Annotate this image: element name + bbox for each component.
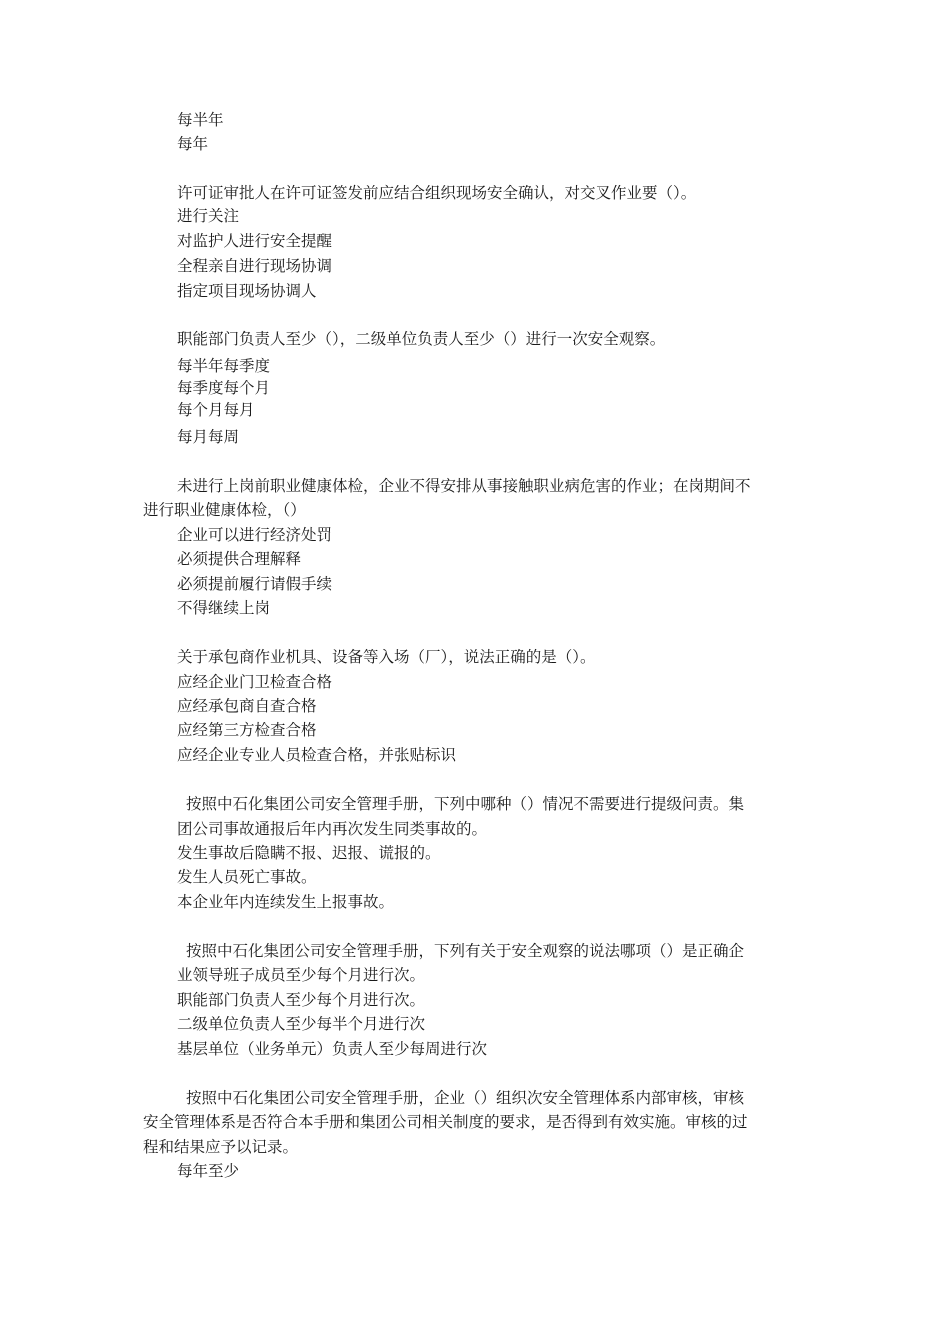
question-stem: 安全管理体系是否符合本手册和集团公司相关制度的要求，是否得到有效实施。审核的过 [143, 1113, 748, 1131]
question-stem: 程和结果应予以记录。 [143, 1138, 299, 1156]
option-text: 本企业年内连续发生上报事故。 [177, 893, 395, 911]
option-text: 必须提供合理解释 [177, 550, 302, 568]
question-stem: 按照中石化集团公司安全管理手册，下列有关于安全观察的说法哪项（）是正确企 [186, 942, 745, 960]
option-text: 必须提前履行请假手续 [177, 575, 333, 593]
option-text: 应经第三方检查合格 [177, 721, 317, 739]
question-stem: 进行职业健康体检，（） [143, 501, 306, 519]
option-text: 每年至少 [177, 1162, 240, 1180]
option-text: 二级单位负责人至少每半个月进行次 [177, 1015, 426, 1033]
question-stem: 职能部门负责人至少（），二级单位负责人至少（）进行一次安全观察。 [177, 330, 666, 348]
option-text: 发生事故后隐瞒不报、迟报、谎报的。 [177, 844, 441, 862]
question-stem: 按照中石化集团公司安全管理手册，企业（）组织次安全管理体系内部审核，审核 [186, 1089, 745, 1107]
option-text: 每半年 [177, 111, 224, 129]
option-text: 进行关注 [177, 207, 240, 225]
option-text: 每月每周 [177, 428, 240, 446]
question-stem: 团公司事故通报后年内再次发生同类事故的。 [177, 820, 488, 838]
option-text: 基层单位（业务单元）负责人至少每周进行次 [177, 1040, 488, 1058]
option-text: 发生人员死亡事故。 [177, 868, 317, 886]
option-text: 应经承包商自查合格 [177, 697, 317, 715]
question-stem: 许可证审批人在许可证签发前应结合组织现场安全确认，对交叉作业要（）。 [177, 184, 697, 202]
option-text: 每半年每季度 [177, 357, 271, 375]
question-stem: 业领导班子成员至少每个月进行次。 [177, 966, 426, 984]
option-text: 每季度每个月 [177, 379, 271, 397]
option-text: 对监护人进行安全提醒 [177, 232, 333, 250]
question-stem: 关于承包商作业机具、设备等入场（厂），说法正确的是（）。 [177, 648, 596, 666]
question-stem: 未进行上岗前职业健康体检，企业不得安排从事接触职业病危害的作业；在岗期间不 [177, 477, 751, 495]
option-text: 不得继续上岗 [177, 599, 271, 617]
option-text: 指定项目现场协调人 [177, 282, 317, 300]
option-text: 每年 [177, 135, 209, 153]
option-text: 应经企业门卫检查合格 [177, 673, 333, 691]
option-text: 职能部门负责人至少每个月进行次。 [177, 991, 426, 1009]
option-text: 企业可以进行经济处罚 [177, 526, 333, 544]
option-text: 每个月每月 [177, 401, 255, 419]
question-stem: 按照中石化集团公司安全管理手册，下列中哪种（）情况不需要进行提级问责。集 [186, 795, 745, 813]
option-text: 全程亲自进行现场协调 [177, 257, 333, 275]
option-text: 应经企业专业人员检查合格，并张贴标识 [177, 746, 457, 764]
